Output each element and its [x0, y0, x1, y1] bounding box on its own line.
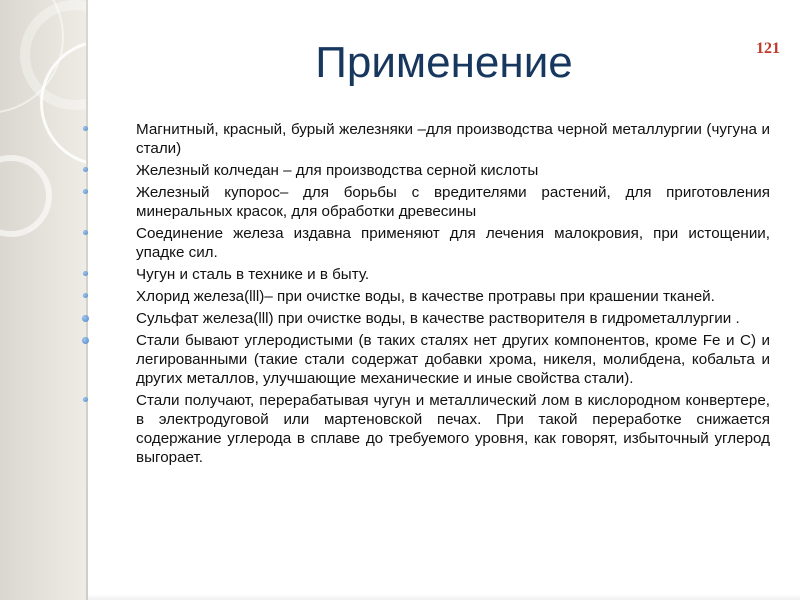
bullet-text: Магнитный, красный, бурый железняки –для производства черной металлургии (чугуна и стали): [136, 121, 770, 157]
bullet-icon: [83, 126, 88, 131]
bullet-icon: [83, 167, 88, 172]
decorative-side-panel: [0, 0, 88, 600]
bullet-item: [136, 331, 770, 388]
bullet-item: [136, 287, 770, 306]
bullet-icon: [83, 271, 88, 276]
bullet-text: Чугун и сталь в технике и в быту.: [136, 266, 370, 283]
page-number: 121: [756, 40, 780, 57]
bullet-item: [136, 120, 770, 158]
bullet-item: [136, 224, 770, 262]
bullet-item: [136, 309, 770, 328]
bottom-shadow: [88, 594, 800, 600]
bullet-item: [136, 265, 770, 284]
decorative-ring-icon: [0, 155, 52, 237]
bullet-icon: [82, 337, 89, 344]
bullet-item: [136, 391, 770, 467]
bullet-text: Соединение железа издавна применяют для лечения малокровия, при истощении, упадке сил.: [136, 225, 770, 261]
bullet-text: Сульфат железа(lll) при очистке воды, в качестве растворителя в гидрометаллургии .: [136, 310, 740, 327]
bullet-text: Стали получают, перерабатывая чугун и металлический лом в кислородном конвертере, в электродуговой или мартеновской печах. При такой переработке снижается содержание углерода в сплаве до требуемого уровня, как говорят, избыточный углерод выгорает.: [136, 392, 770, 466]
bullet-text: Железный колчедан – для производства серной кислоты: [136, 162, 539, 179]
bullet-icon: [83, 230, 88, 235]
bullet-list: [136, 120, 770, 470]
bullet-text: Стали бывают углеродистыми (в таких сталях нет других компонентов, кроме Fe и C) и легированными (такие стали содержат добавки хрома, никеля, молибдена, кобальта и других металлов, улучшающие механические и иные свойства стали).: [136, 332, 770, 387]
bullet-icon: [82, 315, 89, 322]
bullet-text: Железный купорос– для борьбы с вредителями растений, для приготовления минеральных красок, для обработки древесины: [136, 184, 770, 220]
bullet-icon: [83, 397, 88, 402]
slide-title: Применение: [315, 38, 573, 87]
bullet-item: [136, 183, 770, 221]
bullet-icon: [83, 189, 88, 194]
bullet-text: Хлорид железа(lll)– при очистке воды, в качестве протравы при крашении тканей.: [136, 288, 715, 305]
bullet-icon: [83, 293, 88, 298]
bullet-item: [136, 161, 770, 180]
